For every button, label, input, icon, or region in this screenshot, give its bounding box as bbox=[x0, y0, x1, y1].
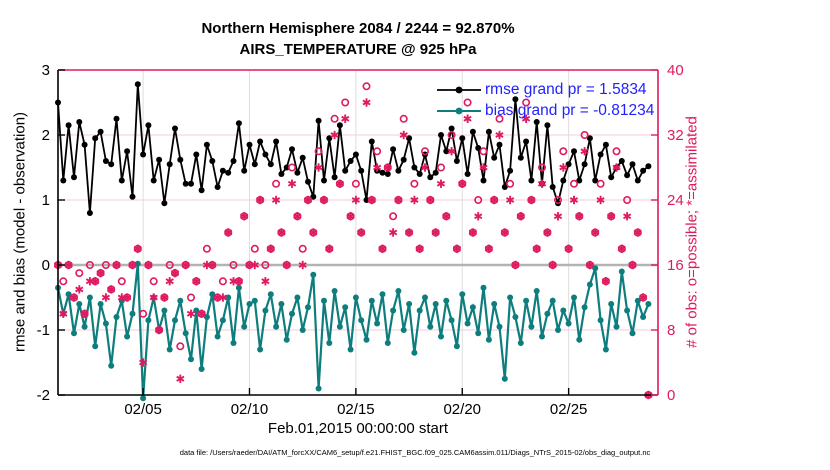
right-axis-label: # of obs: o=possible; *=assimilated bbox=[683, 116, 701, 348]
rmse-marker bbox=[523, 139, 529, 145]
rmse-marker bbox=[76, 119, 82, 125]
bias-marker bbox=[433, 301, 439, 307]
rmse-marker bbox=[507, 168, 513, 174]
bias-marker bbox=[645, 301, 651, 307]
rmse-marker bbox=[204, 142, 210, 148]
bias-marker bbox=[172, 317, 178, 323]
left-tick-label: 3 bbox=[41, 62, 50, 79]
rmse-marker bbox=[156, 157, 162, 163]
rmse-marker bbox=[619, 158, 625, 164]
rmse-marker bbox=[459, 135, 465, 141]
bias-marker bbox=[82, 324, 88, 330]
bias-marker bbox=[87, 295, 93, 301]
bias-marker bbox=[236, 285, 242, 291]
bias-marker bbox=[438, 334, 444, 340]
rmse-marker bbox=[348, 158, 354, 164]
rmse-marker bbox=[491, 155, 497, 161]
rmse-marker bbox=[640, 168, 646, 174]
rmse-marker bbox=[598, 152, 604, 158]
possible-marker bbox=[60, 278, 66, 284]
bias-marker bbox=[369, 298, 375, 304]
rmse-marker bbox=[145, 122, 151, 128]
rmse-marker bbox=[465, 171, 471, 177]
rmse-marker bbox=[411, 165, 417, 171]
rmse-marker bbox=[215, 184, 221, 190]
right-tick-label: 40 bbox=[667, 62, 684, 79]
possible-marker bbox=[300, 246, 306, 252]
bias-marker bbox=[640, 314, 646, 320]
bias-marker bbox=[481, 285, 487, 291]
possible-marker bbox=[374, 148, 380, 154]
rmse-marker bbox=[401, 157, 407, 163]
left-tick-label: 0 bbox=[41, 257, 50, 274]
rmse-line-sample-icon bbox=[437, 84, 481, 96]
rmse-marker bbox=[114, 116, 120, 122]
bias-marker bbox=[544, 311, 550, 317]
rmse-marker bbox=[550, 184, 556, 190]
rmse-marker bbox=[332, 174, 338, 180]
page-title: Northern Hemisphere 2084 / 2244 = 92.870% bbox=[201, 20, 515, 37]
rmse-marker bbox=[560, 178, 566, 184]
bias-marker bbox=[598, 317, 604, 323]
bias-marker bbox=[231, 340, 237, 346]
rmse-marker bbox=[630, 161, 636, 167]
rmse-marker bbox=[183, 181, 189, 187]
bias-marker bbox=[374, 321, 380, 327]
possible-marker bbox=[401, 116, 407, 122]
rmse-marker bbox=[390, 146, 396, 152]
rmse-marker bbox=[481, 178, 487, 184]
bias-marker bbox=[268, 291, 274, 297]
right-tick-label: 32 bbox=[667, 127, 684, 144]
rmse-marker bbox=[66, 122, 72, 128]
rmse-marker bbox=[257, 139, 263, 145]
rmse-marker bbox=[247, 142, 253, 148]
bias-marker bbox=[278, 301, 284, 307]
possible-marker bbox=[560, 148, 566, 154]
rmse-marker bbox=[124, 148, 130, 154]
bias-marker bbox=[422, 295, 428, 301]
bias-marker bbox=[310, 272, 316, 278]
bias-marker bbox=[512, 314, 518, 320]
rmse-marker bbox=[60, 178, 66, 184]
x-tick-label: 02/20 bbox=[443, 401, 482, 418]
rmse-marker bbox=[236, 120, 242, 126]
bias-marker bbox=[188, 356, 194, 362]
bias-marker bbox=[454, 343, 460, 349]
rmse-marker bbox=[427, 174, 433, 180]
rmse-marker bbox=[177, 157, 183, 163]
rmse-marker bbox=[316, 118, 322, 124]
left-tick-label: 2 bbox=[41, 127, 50, 144]
bias-marker bbox=[571, 295, 577, 301]
possible-marker bbox=[331, 116, 337, 122]
rmse-marker bbox=[278, 171, 284, 177]
rmse-marker bbox=[71, 174, 77, 180]
possible-marker bbox=[151, 278, 157, 284]
bias-marker bbox=[220, 317, 226, 323]
rmse-marker bbox=[305, 179, 311, 185]
bias-marker bbox=[215, 334, 221, 340]
bias-marker bbox=[130, 311, 136, 317]
rmse-marker bbox=[220, 168, 226, 174]
rmse-marker bbox=[252, 161, 258, 167]
rmse-marker bbox=[438, 132, 444, 138]
bias-marker bbox=[161, 308, 167, 314]
possible-marker bbox=[363, 83, 369, 89]
rmse-marker bbox=[486, 129, 492, 135]
bias-marker bbox=[576, 337, 582, 343]
rmse-marker bbox=[98, 129, 104, 135]
bias-marker bbox=[385, 340, 391, 346]
bias-marker bbox=[199, 366, 205, 372]
bias-marker bbox=[183, 330, 189, 336]
bias-marker bbox=[284, 337, 290, 343]
rmse-marker bbox=[380, 170, 386, 176]
bias-marker bbox=[614, 324, 620, 330]
left-tick-label: 1 bbox=[41, 192, 50, 209]
possible-marker bbox=[411, 181, 417, 187]
bias-marker bbox=[167, 347, 173, 353]
possible-marker bbox=[597, 181, 603, 187]
possible-marker bbox=[188, 294, 194, 300]
rmse-marker bbox=[571, 148, 577, 154]
rmse-marker bbox=[161, 200, 167, 206]
bias-marker bbox=[582, 304, 588, 310]
bias-marker bbox=[587, 282, 593, 288]
data-file-path: data file: /Users/raeder/DAI/ATM_forcXX/CAM6_setup/f.e21.FHIST_BGC.f09_025.CAM6assim.011/Diags_NTrS_2015-02/obs_diag_output.nc bbox=[179, 448, 651, 457]
rmse-marker bbox=[300, 155, 306, 161]
bias-marker bbox=[465, 321, 471, 327]
bias-marker bbox=[98, 301, 104, 307]
bias-marker bbox=[395, 288, 401, 294]
left-tick-label: -1 bbox=[36, 322, 50, 339]
possible-marker bbox=[438, 164, 444, 170]
rmse-marker bbox=[92, 135, 98, 141]
possible-marker bbox=[76, 270, 82, 276]
rmse-marker bbox=[273, 139, 279, 145]
possible-marker bbox=[252, 246, 258, 252]
bias-marker bbox=[364, 337, 370, 343]
possible-marker bbox=[571, 181, 577, 187]
bias-marker bbox=[114, 314, 120, 320]
bias-marker bbox=[560, 308, 566, 314]
bias-marker bbox=[603, 347, 609, 353]
rmse-marker bbox=[103, 158, 109, 164]
bias-marker bbox=[337, 324, 343, 330]
possible-marker bbox=[289, 164, 295, 170]
x-tick-label: 02/05 bbox=[124, 401, 162, 418]
bias-marker bbox=[502, 376, 508, 382]
bias-marker bbox=[417, 308, 423, 314]
rmse-marker bbox=[135, 81, 141, 87]
rmse-marker bbox=[417, 171, 423, 177]
right-tick-label: 8 bbox=[667, 322, 676, 339]
legend-bias-label: bias grand pr = -0.81234 bbox=[485, 101, 655, 119]
bias-marker bbox=[459, 291, 465, 297]
bias-marker bbox=[518, 340, 524, 346]
bias-marker bbox=[92, 343, 98, 349]
bias-marker bbox=[523, 298, 529, 304]
rmse-marker bbox=[449, 126, 455, 132]
possible-marker bbox=[342, 99, 348, 105]
bias-marker bbox=[305, 304, 311, 310]
rmse-marker bbox=[369, 139, 375, 145]
legend-entry-rmse bbox=[437, 79, 654, 100]
bias-marker bbox=[491, 301, 497, 307]
bias-marker bbox=[449, 317, 455, 323]
bias-marker bbox=[443, 298, 449, 304]
possible-marker bbox=[390, 213, 396, 219]
bias-marker bbox=[273, 324, 279, 330]
bias-marker bbox=[624, 308, 630, 314]
bias-marker bbox=[321, 298, 327, 304]
rmse-marker bbox=[624, 172, 630, 178]
rmse-marker bbox=[497, 142, 503, 148]
rmse-marker bbox=[518, 155, 524, 161]
bias-line-sample-icon bbox=[437, 105, 481, 117]
bias-marker bbox=[247, 301, 253, 307]
rmse-marker bbox=[603, 142, 609, 148]
rmse-marker bbox=[167, 161, 173, 167]
possible-marker bbox=[613, 148, 619, 154]
x-axis-label: Feb.01,2015 00:00:00 start bbox=[267, 420, 449, 437]
bias-marker bbox=[390, 308, 396, 314]
bias-marker bbox=[486, 337, 492, 343]
bias-marker bbox=[539, 334, 545, 340]
rmse-marker bbox=[199, 187, 205, 193]
rmse-marker bbox=[337, 122, 343, 128]
x-tick-label: 02/15 bbox=[337, 401, 375, 418]
bias-marker bbox=[534, 288, 540, 294]
bias-marker bbox=[608, 301, 614, 307]
bias-marker bbox=[358, 317, 364, 323]
bias-marker bbox=[630, 330, 636, 336]
rmse-marker bbox=[454, 158, 460, 164]
bias-marker bbox=[550, 298, 556, 304]
rmse-marker bbox=[385, 171, 391, 177]
left-tick-label: -2 bbox=[36, 387, 50, 404]
rmse-marker bbox=[645, 163, 651, 169]
rmse-marker bbox=[528, 178, 534, 184]
rmse-marker bbox=[188, 181, 194, 187]
bias-marker bbox=[294, 295, 300, 301]
bias-marker bbox=[177, 298, 183, 304]
right-tick-label: 24 bbox=[667, 192, 684, 209]
rmse-marker bbox=[294, 170, 300, 176]
rmse-marker bbox=[289, 146, 295, 152]
x-tick-label: 02/10 bbox=[230, 401, 269, 418]
bias-marker bbox=[332, 288, 338, 294]
possible-marker bbox=[507, 181, 513, 187]
bias-marker bbox=[145, 317, 151, 323]
bias-marker bbox=[262, 308, 268, 314]
rmse-marker bbox=[358, 168, 364, 174]
bias-marker bbox=[342, 304, 348, 310]
possible-marker bbox=[119, 278, 125, 284]
rmse-marker bbox=[87, 210, 93, 216]
rmse-marker bbox=[172, 126, 178, 132]
rmse-marker bbox=[140, 152, 146, 158]
rmse-marker bbox=[395, 168, 401, 174]
rmse-marker bbox=[635, 178, 641, 184]
rmse-marker bbox=[433, 170, 439, 176]
bias-marker bbox=[241, 324, 247, 330]
possible-marker bbox=[480, 148, 486, 154]
bias-marker bbox=[507, 295, 513, 301]
rmse-marker bbox=[231, 158, 237, 164]
possible-marker bbox=[204, 246, 210, 252]
bias-marker bbox=[411, 350, 417, 356]
rmse-marker bbox=[82, 142, 88, 148]
bias-marker bbox=[497, 324, 503, 330]
bias-marker bbox=[470, 304, 476, 310]
rmse-marker bbox=[108, 161, 114, 167]
rmse-marker bbox=[119, 178, 125, 184]
bias-marker bbox=[76, 301, 82, 307]
right-tick-label: 16 bbox=[667, 257, 684, 274]
rmse-marker bbox=[342, 168, 348, 174]
rmse-marker bbox=[130, 194, 136, 200]
chart-subtitle: AIRS_TEMPERATURE @ 925 hPa bbox=[239, 41, 477, 58]
possible-marker bbox=[220, 278, 226, 284]
bias-marker bbox=[108, 363, 114, 369]
bias-marker bbox=[353, 295, 359, 301]
rmse-marker bbox=[544, 122, 550, 128]
bias-marker bbox=[71, 330, 77, 336]
bias-marker bbox=[380, 291, 386, 297]
bias-marker bbox=[475, 330, 481, 336]
bias-marker bbox=[566, 321, 572, 327]
x-tick-label: 02/25 bbox=[549, 401, 588, 418]
possible-marker bbox=[177, 343, 183, 349]
bias-marker bbox=[427, 324, 433, 330]
rmse-marker bbox=[209, 158, 215, 164]
bias-marker bbox=[257, 347, 263, 353]
bias-marker bbox=[316, 386, 322, 392]
legend-entry-bias bbox=[437, 100, 654, 121]
rmse-marker bbox=[353, 152, 359, 158]
rmse-marker bbox=[241, 168, 247, 174]
bias-marker bbox=[252, 298, 258, 304]
right-tick-label: 0 bbox=[667, 387, 676, 404]
bias-marker bbox=[348, 347, 354, 353]
bias-marker bbox=[300, 327, 306, 333]
rmse-marker bbox=[608, 174, 614, 180]
rmse-marker bbox=[151, 178, 157, 184]
bias-marker bbox=[326, 340, 332, 346]
rmse-marker bbox=[268, 161, 274, 167]
bias-marker bbox=[619, 269, 625, 275]
legend bbox=[437, 79, 654, 121]
rmse-marker bbox=[582, 161, 588, 167]
rmse-marker bbox=[225, 170, 231, 176]
rmse-marker bbox=[262, 152, 268, 158]
bias-marker bbox=[555, 327, 561, 333]
bias-marker bbox=[289, 311, 295, 317]
bias-marker bbox=[124, 334, 130, 340]
bias-marker bbox=[103, 321, 109, 327]
possible-marker bbox=[273, 181, 279, 187]
bias-marker bbox=[401, 327, 407, 333]
legend-rmse-label: rmse grand pr = 1.5834 bbox=[485, 80, 647, 98]
left-axis-label: rmse and bias (model - observation) bbox=[11, 111, 29, 353]
rmse-marker bbox=[193, 152, 199, 158]
rmse-marker bbox=[470, 129, 476, 135]
rmse-marker bbox=[321, 178, 327, 184]
bias-marker bbox=[406, 301, 412, 307]
bias-marker bbox=[528, 324, 534, 330]
